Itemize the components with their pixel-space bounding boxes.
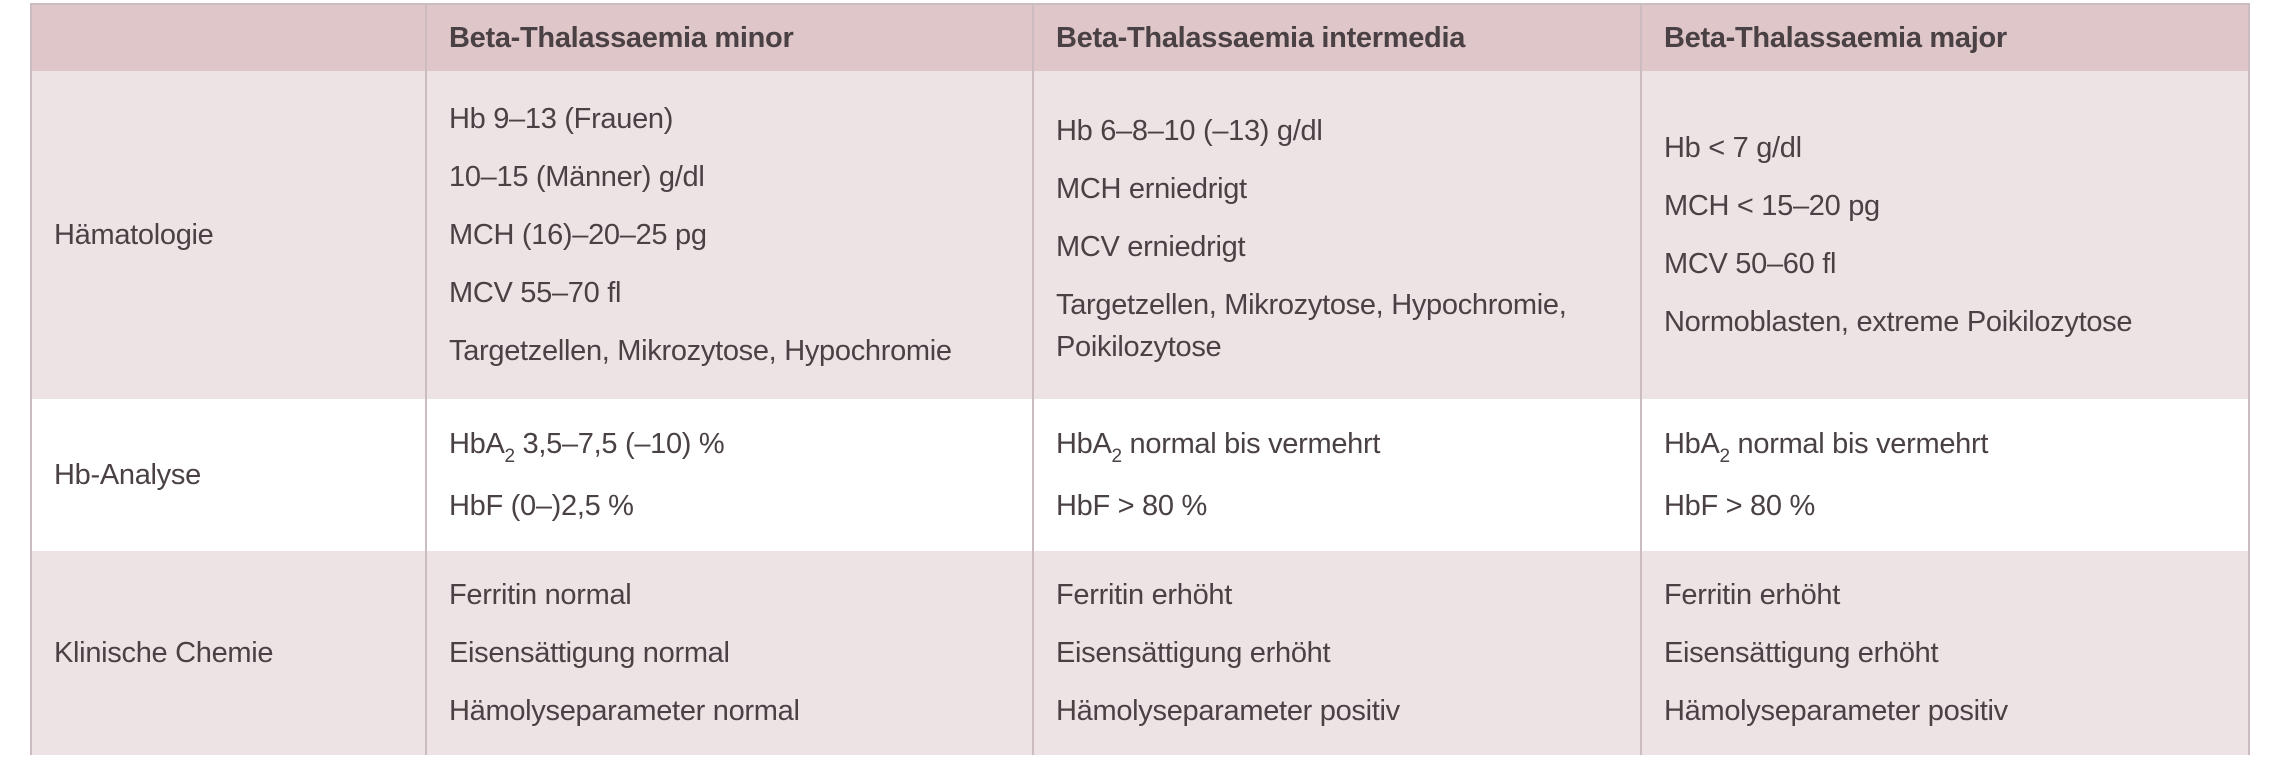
cell-line: Hämolyseparameter normal: [449, 695, 800, 727]
hb-analysis-intermedia-cell: [1034, 399, 1640, 551]
header-cell-major: [1642, 5, 2250, 71]
clinical-chemistry-minor-cell: [427, 551, 1032, 755]
hb-analysis-minor-cell: [427, 399, 1032, 551]
cell-line: Eisensättigung erhöht: [1664, 637, 1939, 669]
cell-line: MCV erniedrigt: [1056, 231, 1246, 263]
cell-line-hbf: HbF (0–)2,5 %: [449, 490, 634, 522]
haematology-intermedia-cell: [1034, 71, 1640, 399]
column-divider: [1640, 71, 1642, 399]
clinical-chemistry-intermedia-cell: [1034, 551, 1640, 755]
hba2-prefix: HbA: [449, 428, 505, 460]
thalassaemia-table: [30, 3, 2250, 755]
cell-line: Hb 9–13 (Frauen): [449, 103, 674, 135]
row-label-haematology: Hämatologie: [54, 218, 214, 251]
cell-line: Normoblasten, extreme Poikilozytose: [1664, 306, 2133, 338]
column-divider: [1032, 399, 1034, 551]
cell-line: Ferritin normal: [449, 579, 632, 611]
table-row-haematology: [32, 71, 2248, 399]
haematology-minor-cell: [427, 71, 1032, 399]
column-divider: [425, 5, 427, 71]
hb-analysis-major-cell: [1642, 399, 2250, 551]
haematology-major-cell: [1642, 71, 2250, 399]
header-cell-empty: [32, 5, 425, 71]
cell-line: Ferritin erhöht: [1664, 579, 1841, 611]
column-divider: [1032, 71, 1034, 399]
header-cell-minor: [427, 5, 1032, 71]
hba2-prefix: HbA: [1056, 428, 1112, 460]
column-divider: [1640, 399, 1642, 551]
cell-line-hbf: HbF > 80 %: [1056, 490, 1207, 522]
row-label-cell: [32, 71, 425, 399]
cell-line: Eisensättigung erhöht: [1056, 637, 1331, 669]
column-divider: [425, 551, 427, 755]
cell-line: MCV 55–70 fl: [449, 277, 622, 309]
cell-line: Targetzellen, Mikrozytose, Hypochromie: [449, 335, 952, 367]
cell-line: Eisensättigung normal: [449, 637, 730, 669]
hba2-subscript: 2: [1111, 446, 1122, 467]
column-divider: [1640, 5, 1642, 71]
hba2-subscript: 2: [504, 446, 515, 467]
hba2-prefix: HbA: [1664, 428, 1720, 460]
cell-line: Hb 6–8–10 (–13) g/dl: [1056, 115, 1323, 147]
hba2-value: normal bis vermehrt: [1121, 428, 1381, 460]
column-divider: [425, 71, 427, 399]
column-divider: [425, 399, 427, 551]
row-label-cell: [32, 399, 425, 551]
cell-line: MCH < 15–20 pg: [1664, 190, 1880, 222]
cell-line-hba2: [1056, 415, 1624, 477]
table-row-clinical-chemistry: [32, 551, 2248, 755]
cell-line: Ferritin erhöht: [1056, 579, 1233, 611]
cell-line-hbf: HbF > 80 %: [1664, 490, 1815, 522]
cell-line: MCH erniedrigt: [1056, 173, 1247, 205]
row-label-clinical-chemistry: Klinische Chemie: [54, 636, 274, 669]
hba2-value: 3,5–7,5 (–10) %: [514, 428, 725, 460]
row-label-hb-analysis: Hb-Analyse: [54, 458, 201, 491]
cell-line-hba2: [449, 415, 1016, 477]
clinical-chemistry-major-cell: [1642, 551, 2250, 755]
cell-line: MCV 50–60 fl: [1664, 248, 1837, 280]
header-label-minor: Beta-Thalassaemia minor: [449, 21, 794, 54]
cell-line: MCH (16)–20–25 pg: [449, 219, 707, 251]
header-label-major: Beta-Thalassaemia major: [1664, 21, 2007, 54]
row-label-cell: [32, 551, 425, 755]
header-cell-intermedia: [1034, 5, 1640, 71]
table-header-row: [32, 5, 2248, 71]
cell-line-hba2: [1664, 415, 2234, 477]
hba2-subscript: 2: [1719, 446, 1730, 467]
cell-line: Hämolyseparameter positiv: [1664, 695, 2008, 727]
header-label-intermedia: Beta-Thalassaemia intermedia: [1056, 21, 1466, 54]
cell-line: Hämolyseparameter positiv: [1056, 695, 1400, 727]
column-divider: [1032, 5, 1034, 71]
column-divider: [1640, 551, 1642, 755]
column-divider: [1032, 551, 1034, 755]
cell-line: Targetzellen, Mikrozytose, Hypochromie, Poikilozytose: [1056, 289, 1567, 363]
hba2-value: normal bis vermehrt: [1729, 428, 1989, 460]
table-row-hb-analysis: [32, 399, 2248, 551]
cell-line: Hb < 7 g/dl: [1664, 132, 1802, 164]
cell-line: 10–15 (Männer) g/dl: [449, 161, 705, 193]
